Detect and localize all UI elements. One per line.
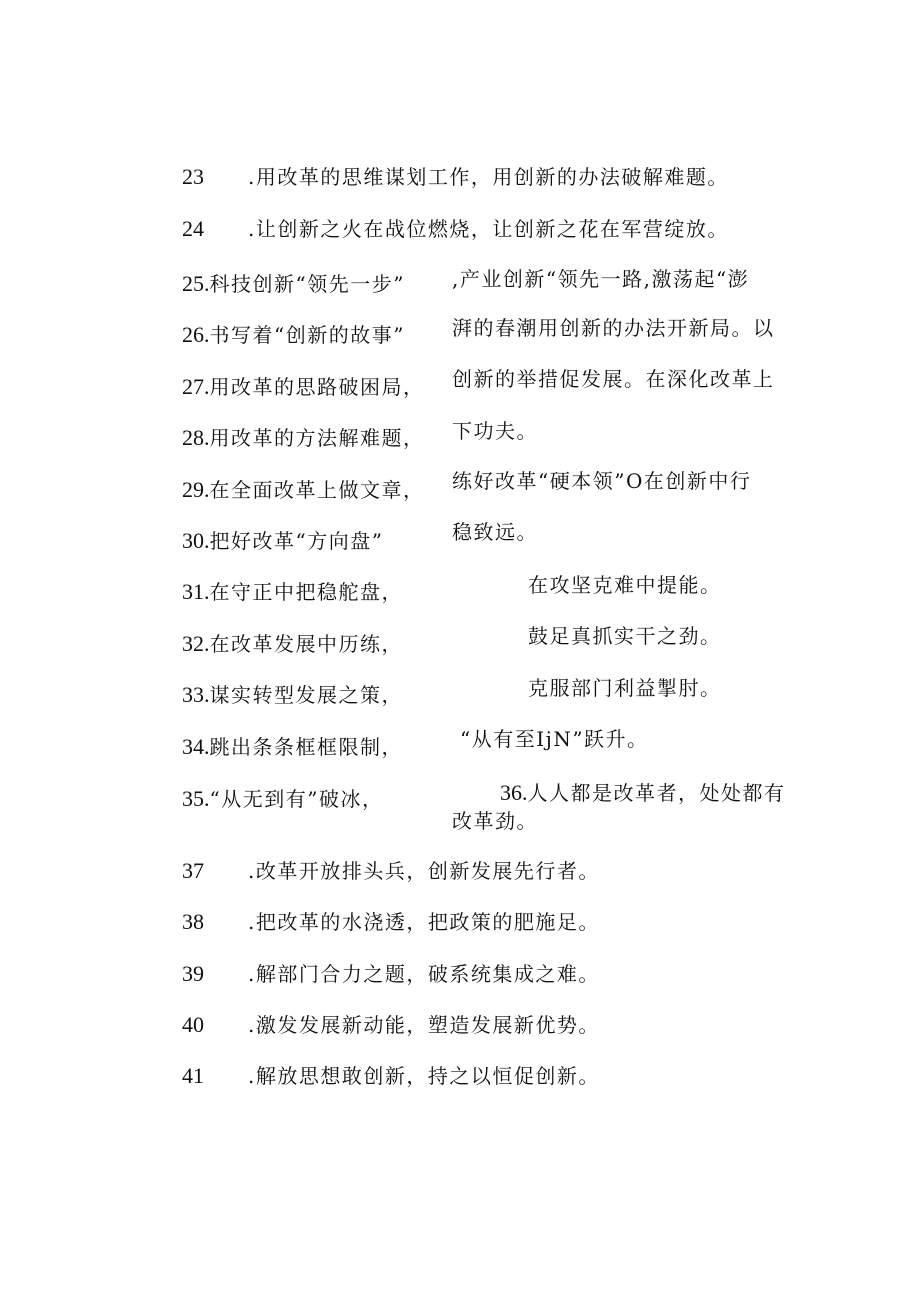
- line-number: 25.: [182, 271, 210, 296]
- line-text: 人人都是改革者，处处都有: [527, 781, 786, 805]
- line-text: 用改革的方法解难题，: [209, 426, 425, 450]
- line-text: 用改革的思路破困局，: [209, 375, 425, 399]
- line-text: .激发发展新动能，塑造发展新优势。: [248, 1013, 600, 1037]
- line-text: .解放思想敢创新，持之以恒促创新。: [248, 1064, 600, 1088]
- line-number: 29.: [182, 477, 210, 502]
- line-39: [182, 961, 600, 987]
- line-25: [182, 271, 405, 297]
- line-number: 37: [182, 858, 204, 883]
- line-number: 36.: [500, 780, 528, 805]
- line-40: [182, 1012, 600, 1038]
- line-24: [182, 216, 729, 242]
- right-text-5: 练好改革“硬本领”O在创新中行: [452, 469, 752, 493]
- right-text-11: [500, 780, 786, 806]
- line-37: [182, 858, 600, 884]
- line-text: 在全面改革上做文章，: [209, 478, 425, 502]
- line-26: [182, 322, 405, 348]
- line-number: 31.: [182, 579, 210, 604]
- right-text-7: 在攻坚克难中提能。: [528, 573, 722, 597]
- line-number: 26.: [182, 322, 210, 347]
- line-text: .解部门合力之题，破系统集成之难。: [248, 962, 600, 986]
- line-number: 32.: [182, 631, 210, 656]
- line-27: [182, 374, 425, 400]
- line-number: 38: [182, 909, 204, 934]
- line-number: 41: [182, 1063, 204, 1088]
- right-text-9: 克服部门利益掣肘。: [528, 676, 722, 700]
- line-text: 在改革发展中历练，: [209, 632, 403, 656]
- line-number: 24: [182, 216, 204, 241]
- line-number: 34.: [182, 734, 210, 759]
- line-30: [182, 528, 383, 554]
- line-number: 33.: [182, 682, 210, 707]
- line-number: 23: [182, 164, 204, 189]
- line-text: 书写着“创新的故事”: [209, 323, 405, 347]
- line-number: 35.: [182, 786, 210, 811]
- line-number: 30.: [182, 528, 210, 553]
- right-text-10: “从有至IjN”跃升。: [460, 727, 649, 751]
- line-text: .改革开放排头兵，创新发展先行者。: [248, 859, 600, 883]
- line-23: [182, 164, 729, 190]
- line-29: [182, 477, 425, 503]
- line-text: .把改革的水浇透，把政策的肥施足。: [248, 910, 600, 934]
- line-34: [182, 734, 403, 760]
- line-text: 跳出条条框框限制，: [209, 735, 403, 759]
- right-text-2: 湃的春潮用创新的办法开新局。以: [452, 316, 775, 340]
- right-text-1: ,产业创新“领先一路,激荡起“澎: [452, 267, 750, 291]
- right-text-6: 稳致远。: [452, 520, 538, 544]
- line-number: 40: [182, 1012, 204, 1037]
- line-38: [182, 909, 600, 935]
- right-text-12: 改革劲。: [452, 809, 538, 833]
- line-number: 39: [182, 961, 204, 986]
- line-35: [182, 786, 383, 812]
- line-text: 把好改革“方向盘”: [209, 529, 384, 553]
- line-number: 27.: [182, 374, 210, 399]
- right-text-4: 下功夫。: [452, 419, 538, 443]
- right-text-3: 创新的举措促发展。在深化改革上: [452, 367, 775, 391]
- line-33: [182, 682, 403, 708]
- line-32: [182, 631, 403, 657]
- line-number: 28.: [182, 425, 210, 450]
- line-text: 在守正中把稳舵盘，: [209, 580, 403, 604]
- line-text: 科技创新“领先一步”: [209, 272, 405, 296]
- line-28: [182, 425, 425, 451]
- line-41: [182, 1063, 600, 1089]
- line-31: [182, 579, 403, 605]
- line-text: 谋实转型发展之策，: [209, 683, 403, 707]
- right-text-8: 鼓足真抓实干之劲。: [528, 624, 722, 648]
- line-text: .让创新之火在战位燃烧，让创新之花在军营绽放。: [248, 217, 729, 241]
- line-text: .用改革的思维谋划工作，用创新的办法破解难题。: [248, 165, 729, 189]
- line-text: “从无到有”破冰，: [209, 787, 384, 811]
